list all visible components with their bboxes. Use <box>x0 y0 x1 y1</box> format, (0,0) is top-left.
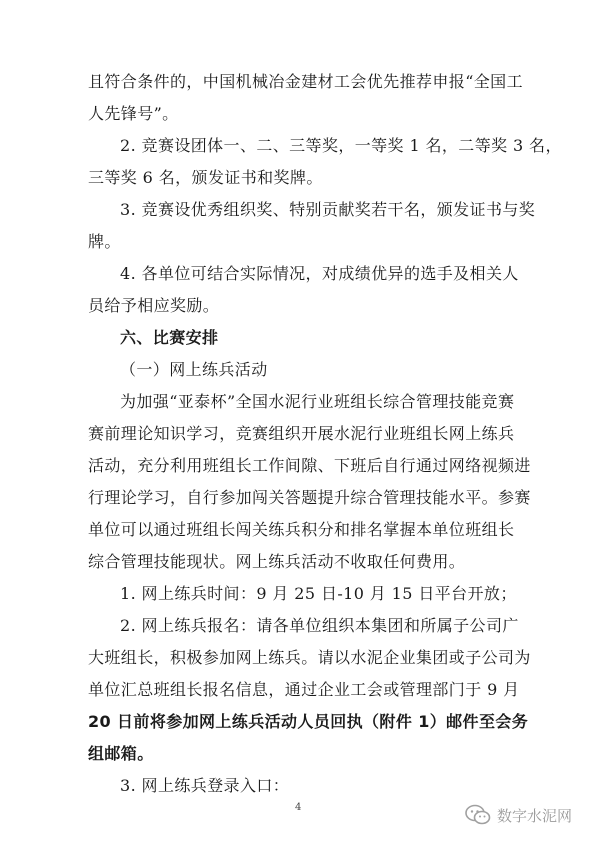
schedule-item-3: 3. 网上练兵登录入口： <box>120 776 290 795</box>
paragraph-line: 为加强“亚泰杯”全国水泥行业班组长综合管理技能竞赛 <box>120 392 515 411</box>
wechat-icon <box>465 804 491 826</box>
text-line: 且符合条件的，中国机械冶金建材工会优先推荐申报“全国工 <box>88 72 523 91</box>
schedule-item-1: 1. 网上练兵时间：9 月 25 日-10 月 15 日平台开放； <box>120 584 517 603</box>
text-line: 三等奖 6 名，颁发证书和奖牌。 <box>88 168 323 187</box>
paragraph-line: 赛前理论知识学习，竞赛组织开展水泥行业班组长网上练兵 <box>88 424 515 443</box>
award-item-3: 3. 竞赛设优秀组织奖、特别贡献奖若干名，颁发证书与奖 <box>120 200 536 219</box>
paragraph-line: 20 日前将参加网上练兵活动人员回执（附件 1）邮件至会务 <box>88 712 529 731</box>
paragraph-line: 行理论学习，自行参加闯关答题提升综合管理技能水平。参赛 <box>88 488 531 507</box>
text-line: 牌。 <box>88 232 121 251</box>
section-heading: 六、比赛安排 <box>120 328 219 347</box>
watermark-text: 数字水泥网 <box>496 806 572 825</box>
award-item-2: 2. 竞赛设团体一、二、三等奖，一等奖 1 名，二等奖 3 名， <box>120 136 562 155</box>
text-line: 员给予相应奖励。 <box>88 296 220 315</box>
paragraph-line: 单位汇总班组长报名信息，通过企业工会或管理部门于 9 月 <box>88 680 520 699</box>
page-number: 4 <box>295 802 302 813</box>
award-item-4: 4. 各单位可结合实际情况，对成绩优异的选手及相关人 <box>120 264 519 283</box>
subsection-heading: （一）网上练兵活动 <box>120 360 268 379</box>
schedule-item-2: 2. 网上练兵报名：请各单位组织本集团和所属子公司广 <box>120 616 519 635</box>
paragraph-line: 单位可以通过班组长闯关练兵积分和排名掌握本单位班组长 <box>88 520 515 539</box>
paragraph-line: 综合管理技能现状。网上练兵活动不收取任何费用。 <box>88 552 466 571</box>
text-line: 人先锋号”。 <box>88 104 179 123</box>
paragraph-line: 组邮箱。 <box>88 744 154 763</box>
paragraph-line: 大班组长，积极参加网上练兵。请以水泥企业集团或子公司为 <box>88 648 531 667</box>
watermark <box>465 804 572 826</box>
paragraph-line: 活动，充分利用班组长工作间隙、下班后自行通过网络视频进 <box>88 456 531 475</box>
